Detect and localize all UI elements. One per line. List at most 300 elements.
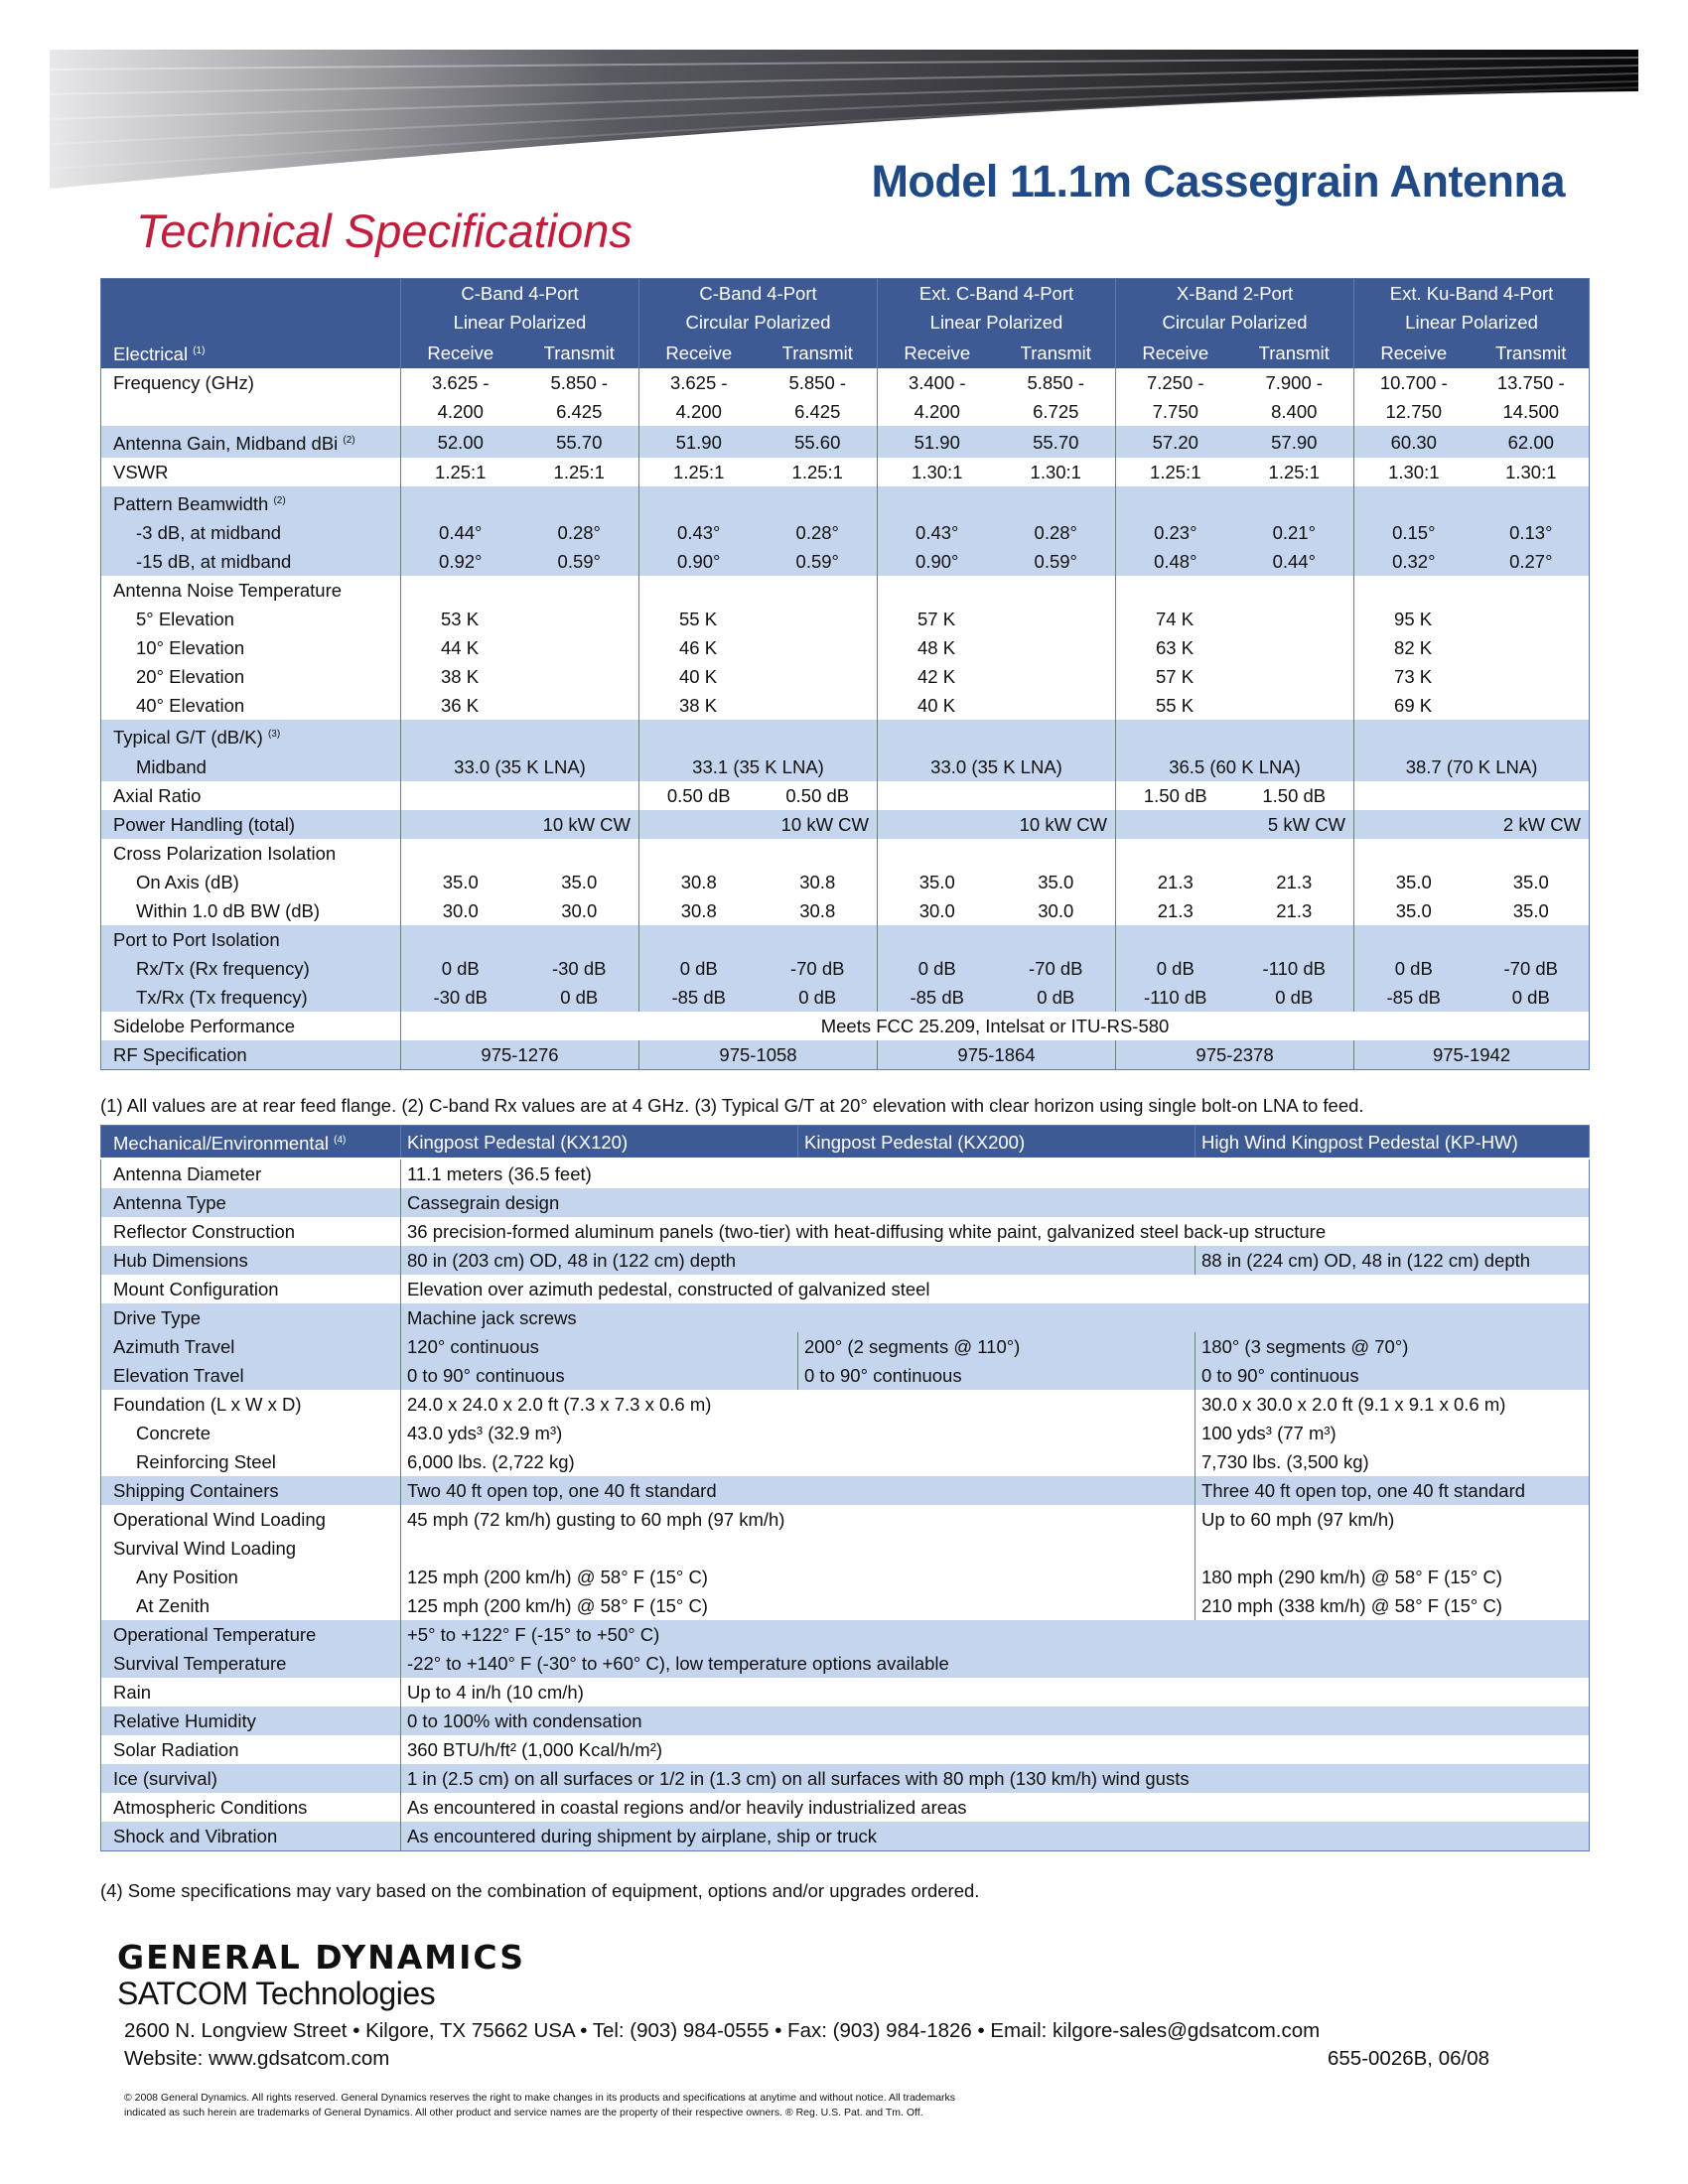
receive-header: Receive bbox=[878, 337, 997, 368]
value-cell: 0.28° bbox=[759, 518, 878, 547]
value-cell: -110 dB bbox=[1235, 954, 1354, 983]
value-cell: 0.43° bbox=[878, 518, 997, 547]
value-cell: 36 precision-formed aluminum panels (two-tier) with heat-diffusing white paint, galvanized steel back-up structure bbox=[401, 1217, 1590, 1246]
transmit-header: Transmit bbox=[759, 337, 878, 368]
value-cell: 0.27° bbox=[1474, 547, 1590, 576]
value-cell: 4.200 bbox=[878, 397, 997, 426]
row-label: Cross Polarization Isolation bbox=[113, 842, 337, 864]
value-cell: 30.0 x 30.0 x 2.0 ft (9.1 x 9.1 x 0.6 m) bbox=[1196, 1390, 1590, 1419]
band-polarization: Linear Polarized bbox=[401, 308, 639, 337]
beamwidth-3db-row bbox=[101, 518, 1590, 547]
value-cell: 88 in (224 cm) OD, 48 in (122 cm) depth bbox=[1196, 1246, 1590, 1275]
value-cell: 62.00 bbox=[1474, 426, 1590, 458]
band-polarization: Circular Polarized bbox=[1116, 308, 1354, 337]
xpol-header-row bbox=[101, 839, 1590, 868]
column-header: High Wind Kingpost Pedestal (KP-HW) bbox=[1196, 1126, 1590, 1160]
value-cell: 0 dB bbox=[639, 954, 759, 983]
value-cell: 1.30:1 bbox=[1354, 458, 1474, 486]
power-handling-row bbox=[101, 810, 1590, 839]
value-cell: 0.48° bbox=[1116, 547, 1235, 576]
axial-ratio-row bbox=[101, 781, 1590, 810]
value-cell: 0 dB bbox=[1474, 983, 1590, 1012]
value-cell: 57.90 bbox=[1235, 426, 1354, 458]
concrete-row bbox=[101, 1419, 1590, 1447]
row-label: -3 dB, at midband bbox=[101, 518, 401, 547]
row-label: Antenna Type bbox=[101, 1188, 401, 1217]
noise-20-row bbox=[101, 662, 1590, 691]
value-cell: 5.850 - bbox=[550, 372, 609, 394]
receive-header: Receive bbox=[1116, 337, 1235, 368]
value-cell: 35.0 bbox=[401, 868, 520, 896]
value-cell: 1.30:1 bbox=[1030, 462, 1081, 483]
value-cell: 24.0 x 24.0 x 2.0 ft (7.3 x 7.3 x 0.6 m) bbox=[401, 1390, 1196, 1419]
value-cell: 35.0 bbox=[1354, 896, 1474, 925]
value-cell: Meets FCC 25.209, Intelsat or ITU-RS-580 bbox=[401, 1012, 1590, 1040]
xpol-within-row bbox=[101, 896, 1590, 925]
value-cell: -110 dB bbox=[1116, 983, 1235, 1012]
row-label: Operational Temperature bbox=[101, 1620, 401, 1649]
band-name: C-Band 4-Port bbox=[401, 279, 639, 309]
value-cell: 975-2378 bbox=[1116, 1040, 1354, 1070]
value-cell: 0.44° bbox=[1235, 547, 1354, 576]
value-cell: 45 mph (72 km/h) gusting to 60 mph (97 km/h) bbox=[401, 1505, 1196, 1534]
value-cell: 0 dB bbox=[401, 954, 520, 983]
frequency-row bbox=[101, 368, 1590, 397]
value-cell: 6.425 bbox=[794, 401, 841, 423]
vswr-row bbox=[101, 458, 1590, 486]
column-header: Kingpost Pedestal (KX120) bbox=[401, 1126, 798, 1160]
row-label: RF Specification bbox=[101, 1040, 401, 1070]
value-cell: 55 K bbox=[639, 605, 759, 633]
value-cell: 48 K bbox=[878, 633, 997, 662]
value-cell: 44 K bbox=[401, 633, 520, 662]
value-cell: 55 K bbox=[1116, 691, 1235, 720]
shock-row bbox=[101, 1822, 1590, 1851]
legal-line-1: © 2008 General Dynamics. All rights reserved. General Dynamics reserves the right to make changes in its products and specifications at anytime and without notice. All trademarks bbox=[124, 2092, 956, 2104]
value-cell: 125 mph (200 km/h) @ 58° F (15° C) bbox=[401, 1563, 1196, 1591]
value-cell: 38 K bbox=[639, 691, 759, 720]
band-header-row bbox=[101, 279, 1590, 309]
reinforcing-steel-row bbox=[101, 1447, 1590, 1476]
value-cell: Cassegrain design bbox=[401, 1188, 1590, 1217]
port-txrx-row bbox=[101, 983, 1590, 1012]
value-cell: 43.0 yds³ (32.9 m³) bbox=[401, 1419, 1196, 1447]
value-cell: 57 K bbox=[878, 605, 997, 633]
antenna-type-row bbox=[101, 1188, 1590, 1217]
band-polarization: Circular Polarized bbox=[639, 308, 878, 337]
company-logo: GENERAL DYNAMICS bbox=[117, 1938, 526, 1977]
row-label: Rain bbox=[113, 1682, 152, 1704]
value-cell: 4.200 bbox=[401, 397, 520, 426]
value-cell: Up to 60 mph (97 km/h) bbox=[1196, 1505, 1590, 1534]
port-rxtx-row bbox=[101, 954, 1590, 983]
row-label: Azimuth Travel bbox=[101, 1332, 401, 1361]
value-cell: 2 kW CW bbox=[1354, 810, 1590, 839]
noise-5-row bbox=[101, 605, 1590, 633]
value-cell: 0.15° bbox=[1354, 518, 1474, 547]
value-cell: 7.900 - bbox=[1265, 372, 1324, 394]
mechanical-specs-table bbox=[100, 1125, 1590, 1851]
row-label: Axial Ratio bbox=[113, 784, 202, 806]
value-cell: 14.500 bbox=[1502, 401, 1560, 423]
value-cell: 100 yds³ (77 m³) bbox=[1196, 1419, 1590, 1447]
row-label: At Zenith bbox=[136, 1595, 211, 1617]
row-label: Foundation (L x W x D) bbox=[113, 1394, 302, 1416]
row-label: 20° Elevation bbox=[136, 666, 245, 688]
value-cell: 40 K bbox=[878, 691, 997, 720]
value-cell: As encountered during shipment by airplane, ship or truck bbox=[401, 1822, 1590, 1851]
transmit-header: Transmit bbox=[997, 337, 1116, 368]
row-label: Hub Dimensions bbox=[101, 1246, 401, 1275]
value-cell: 6.725 bbox=[1033, 401, 1079, 423]
row-label: Reflector Construction bbox=[113, 1221, 296, 1243]
atmospheric-row bbox=[101, 1793, 1590, 1822]
value-cell: 38 K bbox=[401, 662, 520, 691]
value-cell: 1.25:1 bbox=[639, 458, 759, 486]
value-cell: 975-1058 bbox=[639, 1040, 878, 1070]
mechanical-footnote: (4) Some specifications may vary based on the combination of equipment, options and/or upgrades ordered. bbox=[100, 1880, 980, 1901]
value-cell: 40 K bbox=[639, 662, 759, 691]
section-title: Technical Specifications bbox=[136, 205, 633, 257]
row-label: -15 dB, at midband bbox=[101, 547, 401, 576]
value-cell: 35.0 bbox=[1512, 899, 1549, 921]
rx-tx-header-row bbox=[101, 337, 1590, 368]
value-cell: -30 dB bbox=[401, 983, 520, 1012]
row-label: Survival Temperature bbox=[101, 1649, 401, 1678]
row-label: Elevation Travel bbox=[101, 1361, 401, 1390]
value-cell: 10 kW CW bbox=[401, 810, 639, 839]
transmit-header: Transmit bbox=[1474, 337, 1590, 368]
value-cell: 10 kW CW bbox=[878, 810, 1116, 839]
row-label: Pattern Beamwidth $^{(2)}$ bbox=[101, 486, 401, 518]
value-cell: 200° (2 segments @ 110°) bbox=[798, 1332, 1196, 1361]
value-cell: 21.3 bbox=[1116, 896, 1235, 925]
band-name: Ext. C-Band 4-Port bbox=[878, 279, 1116, 309]
value-cell: 51.90 bbox=[639, 426, 759, 458]
value-cell: 1.25:1 bbox=[401, 458, 520, 486]
gt-header-row bbox=[101, 720, 1590, 751]
gt-midband-row bbox=[101, 752, 1590, 781]
value-cell: 0.50 dB bbox=[639, 781, 759, 810]
value-cell: 38.7 (70 K LNA) bbox=[1354, 752, 1590, 781]
value-cell: 33.0 (35 K LNA) bbox=[401, 752, 639, 781]
value-cell: 0 to 90° continuous bbox=[401, 1361, 798, 1390]
legal-notice bbox=[124, 2091, 955, 2120]
value-cell: 63 K bbox=[1116, 633, 1235, 662]
website-link[interactable]: Website: www.gdsatcom.com bbox=[124, 2047, 390, 2070]
value-cell: 975-1864 bbox=[878, 1040, 1116, 1070]
value-cell: 0 dB bbox=[997, 983, 1116, 1012]
row-label: Solar Radiation bbox=[113, 1739, 239, 1761]
row-label: Port to Port Isolation bbox=[101, 925, 401, 954]
value-cell: 0.90° bbox=[878, 547, 997, 576]
value-cell: 74 K bbox=[1116, 605, 1235, 633]
value-cell: 0.59° bbox=[759, 547, 878, 576]
value-cell: 73 K bbox=[1354, 662, 1474, 691]
value-cell: -85 dB bbox=[1354, 983, 1474, 1012]
value-cell: -70 dB bbox=[1474, 954, 1590, 983]
value-cell: 21.3 bbox=[1116, 868, 1235, 896]
row-label: Relative Humidity bbox=[101, 1706, 401, 1735]
value-cell: 30.8 bbox=[799, 871, 836, 892]
value-cell: 1.30:1 bbox=[1505, 462, 1557, 483]
value-cell: 360 BTU/h/ft² (1,000 Kcal/h/m²) bbox=[401, 1735, 1590, 1764]
value-cell: 10 kW CW bbox=[639, 810, 878, 839]
any-position-row bbox=[101, 1563, 1590, 1591]
gain-row bbox=[101, 426, 1590, 458]
value-cell: -22° to +140° F (-30° to +60° C), low temperature options available bbox=[401, 1649, 1590, 1678]
value-cell: 80 in (203 cm) OD, 48 in (122 cm) depth bbox=[401, 1246, 1196, 1275]
row-label: 10° Elevation bbox=[136, 637, 245, 659]
value-cell: 5.850 - bbox=[1027, 372, 1085, 394]
op-wind-row bbox=[101, 1505, 1590, 1534]
value-cell: 30.8 bbox=[799, 899, 836, 921]
mechanical-heading: Mechanical/Environmental $^{(4)}$ bbox=[101, 1126, 401, 1160]
value-cell: 0.43° bbox=[639, 518, 759, 547]
row-label: Power Handling (total) bbox=[101, 810, 401, 839]
survival-temp-row bbox=[101, 1649, 1590, 1678]
value-cell: Machine jack screws bbox=[401, 1303, 1590, 1332]
value-cell: 1.25:1 bbox=[791, 462, 843, 483]
value-cell: 5 kW CW bbox=[1116, 810, 1354, 839]
value-cell: 57 K bbox=[1116, 662, 1235, 691]
value-cell: 6,000 lbs. (2,722 kg) bbox=[401, 1447, 1196, 1476]
value-cell: 30.8 bbox=[639, 868, 759, 896]
receive-header: Receive bbox=[401, 337, 520, 368]
transmit-header: Transmit bbox=[1235, 337, 1354, 368]
value-cell: 12.750 bbox=[1354, 397, 1474, 426]
value-cell: 21.3 bbox=[1276, 871, 1313, 892]
band-polarization: Linear Polarized bbox=[1354, 308, 1590, 337]
value-cell: 33.0 (35 K LNA) bbox=[878, 752, 1116, 781]
row-label: Frequency (GHz) bbox=[113, 372, 254, 394]
value-cell: 55.60 bbox=[759, 426, 878, 458]
value-cell: 35.0 bbox=[561, 871, 598, 892]
value-cell: 0 to 90° continuous bbox=[1196, 1361, 1590, 1390]
value-cell: 57.20 bbox=[1116, 426, 1235, 458]
beamwidth-header-row bbox=[101, 486, 1590, 518]
row-label: Antenna Gain, Midband dBi $^{(2)}$ bbox=[101, 426, 401, 458]
noise-10-row bbox=[101, 633, 1590, 662]
value-cell: 1.50 dB bbox=[1116, 781, 1235, 810]
row-label: Drive Type bbox=[101, 1303, 401, 1332]
value-cell: 975-1276 bbox=[401, 1040, 639, 1070]
value-cell: 30.0 bbox=[1038, 899, 1074, 921]
value-cell: 1.30:1 bbox=[878, 458, 997, 486]
value-cell: 210 mph (338 km/h) @ 58° F (15° C) bbox=[1196, 1591, 1590, 1620]
value-cell: 125 mph (200 km/h) @ 58° F (15° C) bbox=[401, 1591, 1196, 1620]
legal-line-2: indicated as such herein are trademarks of General Dynamics. All other product and service names are the property of their respective owners. ® Reg. U.S. Pat. and Tm. Off. bbox=[124, 2107, 923, 2118]
value-cell: 30.0 bbox=[401, 896, 520, 925]
value-cell: 35.0 bbox=[878, 868, 997, 896]
electrical-footnote: (1) All values are at rear feed flange. (2) C-band Rx values are at 4 GHz. (3) Typical G/T at 20° elevation with clear horizon using single bolt-on LNA to feed. bbox=[100, 1095, 1364, 1116]
value-cell: 36 K bbox=[401, 691, 520, 720]
row-label: 5° Elevation bbox=[136, 609, 234, 630]
value-cell: As encountered in coastal regions and/or heavily industrialized areas bbox=[401, 1793, 1590, 1822]
foundation-row bbox=[101, 1390, 1590, 1419]
row-label: Operational Wind Loading bbox=[113, 1509, 326, 1531]
row-label: Survival Wind Loading bbox=[113, 1538, 297, 1560]
value-cell: Three 40 ft open top, one 40 ft standard bbox=[1196, 1476, 1590, 1505]
value-cell: 35.0 bbox=[1512, 871, 1549, 892]
solar-row bbox=[101, 1735, 1590, 1764]
value-cell: 0 dB bbox=[759, 983, 878, 1012]
value-cell: 30.0 bbox=[561, 899, 598, 921]
column-header: Kingpost Pedestal (KX200) bbox=[798, 1126, 1196, 1160]
value-cell: 0 dB bbox=[520, 983, 639, 1012]
row-label: Sidelobe Performance bbox=[113, 1015, 296, 1036]
row-label: Shipping Containers bbox=[101, 1476, 401, 1505]
value-cell: 0.59° bbox=[997, 547, 1116, 576]
value-cell: 180 mph (290 km/h) @ 58° F (15° C) bbox=[1196, 1563, 1590, 1591]
value-cell: +5° to +122° F (-15° to +50° C) bbox=[401, 1620, 1590, 1649]
rf-spec-row bbox=[101, 1040, 1590, 1070]
row-label: VSWR bbox=[113, 462, 169, 483]
elevation-row bbox=[101, 1361, 1590, 1390]
value-cell: -70 dB bbox=[759, 954, 878, 983]
value-cell: 0.23° bbox=[1116, 518, 1235, 547]
value-cell: 0.28° bbox=[997, 518, 1116, 547]
value-cell: 975-1942 bbox=[1354, 1040, 1590, 1070]
row-label: Typical G/T (dB/K) $^{(3)}$ bbox=[101, 720, 401, 751]
row-label: Ice (survival) bbox=[101, 1764, 401, 1793]
value-cell: 0.44° bbox=[401, 518, 520, 547]
value-cell: 0.32° bbox=[1354, 547, 1474, 576]
hub-row bbox=[101, 1246, 1590, 1275]
frequency-row-2 bbox=[101, 397, 1590, 426]
value-cell: 52.00 bbox=[401, 426, 520, 458]
value-cell: 35.0 bbox=[1354, 868, 1474, 896]
value-cell: -70 dB bbox=[997, 954, 1116, 983]
transmit-header: Transmit bbox=[520, 337, 639, 368]
electrical-specs-table bbox=[100, 278, 1590, 1070]
value-cell: 0 dB bbox=[878, 954, 997, 983]
row-label: Midband bbox=[101, 752, 401, 781]
value-cell: 30.0 bbox=[878, 896, 997, 925]
value-cell: Elevation over azimuth pedestal, constructed of galvanized steel bbox=[401, 1275, 1590, 1303]
value-cell: 30.8 bbox=[639, 896, 759, 925]
value-cell: 0.13° bbox=[1474, 518, 1590, 547]
row-label: Antenna Diameter bbox=[113, 1163, 262, 1185]
row-label: Any Position bbox=[136, 1567, 238, 1588]
value-cell: 60.30 bbox=[1354, 426, 1474, 458]
value-cell: 1.25:1 bbox=[553, 462, 605, 483]
row-label: Antenna Noise Temperature bbox=[113, 580, 343, 602]
humidity-row bbox=[101, 1706, 1590, 1735]
value-cell: 82 K bbox=[1354, 633, 1474, 662]
value-cell: 8.400 bbox=[1271, 401, 1318, 423]
row-label: Reinforcing Steel bbox=[136, 1451, 276, 1473]
beamwidth-15db-row bbox=[101, 547, 1590, 576]
value-cell: 0 dB bbox=[1116, 954, 1235, 983]
band-name: X-Band 2-Port bbox=[1116, 279, 1354, 309]
value-cell: -85 dB bbox=[878, 983, 997, 1012]
value-cell: -85 dB bbox=[639, 983, 759, 1012]
xpol-on-axis-row bbox=[101, 868, 1590, 896]
value-cell: 33.1 (35 K LNA) bbox=[639, 752, 878, 781]
value-cell: 10.700 - bbox=[1354, 368, 1474, 397]
value-cell: 1 in (2.5 cm) on all surfaces or 1/2 in (1.3 cm) on all surfaces with 80 mph (130 km/h) wind gusts bbox=[401, 1764, 1590, 1793]
ice-row bbox=[101, 1764, 1590, 1793]
value-cell: 1.25:1 bbox=[1268, 462, 1320, 483]
mechanical-header-row bbox=[101, 1126, 1590, 1160]
row-label: Within 1.0 dB BW (dB) bbox=[136, 899, 321, 921]
value-cell: 13.750 - bbox=[1496, 372, 1565, 394]
value-cell: -30 dB bbox=[520, 954, 639, 983]
value-cell: 3.625 - bbox=[639, 368, 759, 397]
value-cell: 0 dB bbox=[1235, 983, 1354, 1012]
value-cell: 1.50 dB bbox=[1262, 784, 1327, 806]
value-cell: 0.21° bbox=[1235, 518, 1354, 547]
value-cell: 3.400 - bbox=[878, 368, 997, 397]
value-cell: 0 dB bbox=[1354, 954, 1474, 983]
row-label: Atmospheric Conditions bbox=[113, 1797, 308, 1819]
rain-row bbox=[101, 1678, 1590, 1706]
value-cell: Two 40 ft open top, one 40 ft standard bbox=[401, 1476, 1196, 1505]
row-label: On Axis (dB) bbox=[136, 871, 239, 892]
row-label: Shock and Vibration bbox=[101, 1822, 401, 1851]
value-cell: Up to 4 in/h (10 cm/h) bbox=[401, 1678, 1590, 1706]
noise-header-row bbox=[101, 576, 1590, 605]
value-cell: 11.1 meters (36.5 feet) bbox=[401, 1159, 1590, 1188]
reflector-row bbox=[101, 1217, 1590, 1246]
value-cell: 42 K bbox=[878, 662, 997, 691]
polarization-header-row bbox=[101, 308, 1590, 337]
value-cell: 1.25:1 bbox=[1116, 458, 1235, 486]
shipping-row bbox=[101, 1476, 1590, 1505]
drive-row bbox=[101, 1303, 1590, 1332]
value-cell: 120° continuous bbox=[401, 1332, 798, 1361]
value-cell: 3.625 - bbox=[401, 368, 520, 397]
receive-header: Receive bbox=[639, 337, 759, 368]
value-cell: 51.90 bbox=[878, 426, 997, 458]
op-temp-row bbox=[101, 1620, 1590, 1649]
value-cell: 7,730 lbs. (3,500 kg) bbox=[1196, 1447, 1590, 1476]
band-name: Ext. Ku-Band 4-Port bbox=[1354, 279, 1590, 309]
value-cell: 55.70 bbox=[520, 426, 639, 458]
sidelobe-row bbox=[101, 1012, 1590, 1040]
value-cell: 0.90° bbox=[639, 547, 759, 576]
port-isolation-header-row bbox=[101, 925, 1590, 954]
value-cell: 53 K bbox=[401, 605, 520, 633]
model-title: Model 11.1m Cassegrain Antenna bbox=[871, 156, 1565, 206]
electrical-heading: Electrical $^{(1)}$ bbox=[101, 337, 401, 368]
row-label: Tx/Rx (Tx frequency) bbox=[101, 983, 401, 1012]
value-cell: 0 to 90° continuous bbox=[798, 1361, 1196, 1390]
division-name: SATCOM Technologies bbox=[117, 1976, 436, 2011]
value-cell: 35.0 bbox=[1038, 871, 1074, 892]
diameter-row bbox=[101, 1159, 1590, 1188]
value-cell: 0.28° bbox=[520, 518, 639, 547]
document-number: 655-0026B, 06/08 bbox=[1328, 2047, 1489, 2070]
value-cell: 7.250 - bbox=[1116, 368, 1235, 397]
value-cell: 4.200 bbox=[639, 397, 759, 426]
row-label: Mount Configuration bbox=[113, 1279, 279, 1300]
row-label: Concrete bbox=[136, 1423, 211, 1444]
survival-wind-row bbox=[101, 1534, 1590, 1563]
band-name: C-Band 4-Port bbox=[639, 279, 878, 309]
mount-row bbox=[101, 1275, 1590, 1303]
value-cell: 0.92° bbox=[401, 547, 520, 576]
value-cell: 180° (3 segments @ 70°) bbox=[1196, 1332, 1590, 1361]
value-cell: 0.59° bbox=[520, 547, 639, 576]
noise-40-row bbox=[101, 691, 1590, 720]
at-zenith-row bbox=[101, 1591, 1590, 1620]
value-cell: 5.850 - bbox=[788, 372, 847, 394]
value-cell: 46 K bbox=[639, 633, 759, 662]
value-cell: 7.750 bbox=[1116, 397, 1235, 426]
receive-header: Receive bbox=[1354, 337, 1474, 368]
